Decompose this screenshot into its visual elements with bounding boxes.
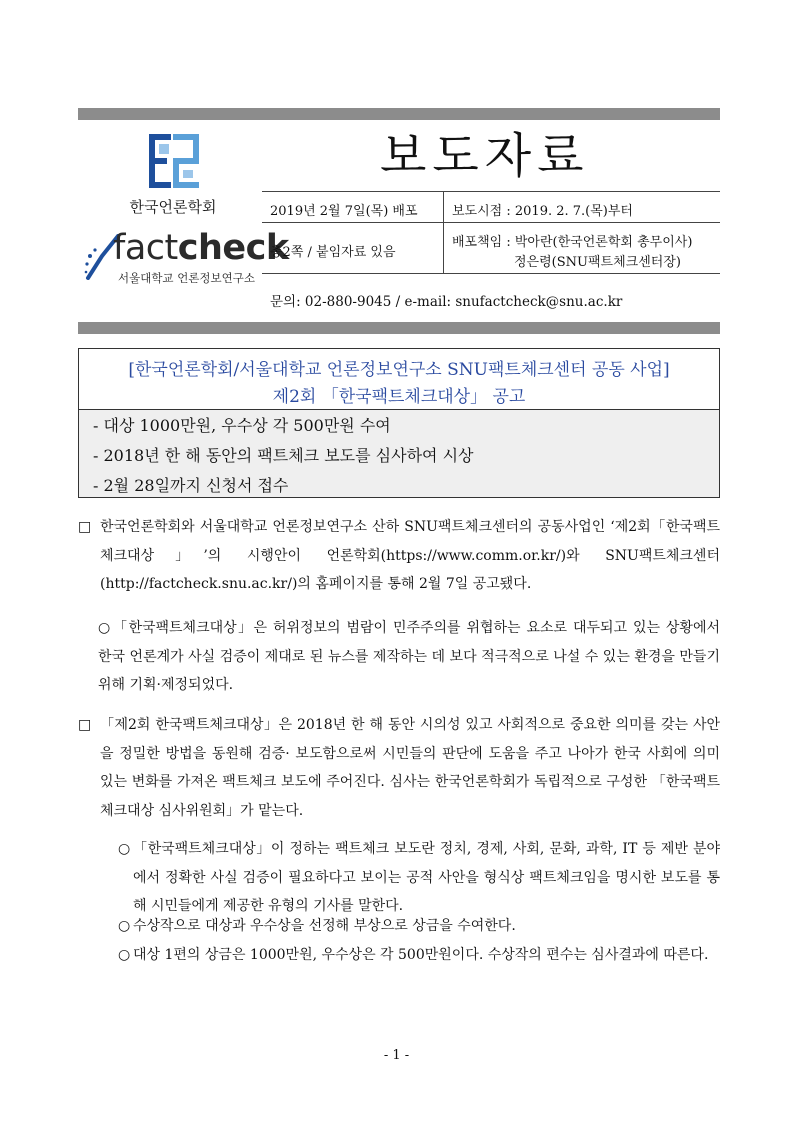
snu-logo-icon <box>143 130 205 192</box>
headline-title-area <box>79 349 719 410</box>
grid-line-middle <box>262 222 720 223</box>
responsible-person-1: 배포책임 : 박아란(한국언론학회 총무이사) <box>452 235 693 250</box>
grid-line-top <box>262 191 720 192</box>
headline-project: [한국언론학회/서울대학교 언론정보연구소 SNU팩트체크센터 공동 사업] <box>128 360 670 380</box>
factcheck-subtitle: 서울대학교 언론정보연구소 <box>118 271 255 285</box>
paragraph-1: 한국언론학회와 서울대학교 언론정보연구소 산하 SNU팩트체크센터의 공동사업인 ‘제2회「한국팩트체크대상」’의 시행안이 언론학회(https://www.comm.or.kr/)와 SNU팩트체크센터(http://factcheck.snu.ac.kr/)의 홈페이지를 통해 2월 7일 공고됐다. <box>100 519 720 592</box>
bullet-marker: ○ <box>98 620 111 636</box>
factcheck-logo-check: check <box>177 228 289 268</box>
embargo-date: 보도시점 : 2019. 2. 7.(목)부터 <box>452 204 633 219</box>
bullet-marker: □ <box>78 519 92 535</box>
factcheck-logo <box>113 228 289 268</box>
paragraph-1a: 「한국팩트체크대상」은 허위정보의 범람이 민주주의를 위협하는 요소로 대두되고 있는 상황에서 한국 언론계가 사실 검증이 제대로 된 뉴스를 제작하는 데 보다 적극적으로 나설 수 있는 환경을 만들기 위해 기획·제정되었다. <box>98 620 720 693</box>
bullet-marker: ○ <box>118 947 131 963</box>
headline-bullet: - 2018년 한 해 동안의 팩트체크 보도를 심사하여 시상 <box>93 446 474 465</box>
headline-bullet: - 대상 1000만원, 우수상 각 500만원 수여 <box>93 416 391 435</box>
page-title: 보도자료 <box>380 128 590 184</box>
distribution-date: 2019년 2월 7일(목) 배포 <box>270 204 418 219</box>
bullet-marker: □ <box>78 717 92 733</box>
bullet-marker: ○ <box>118 841 131 857</box>
paragraph-2: 「제2회 한국팩트체크대상」은 2018년 한 해 동안 시의성 있고 사회적으로 중요한 의미를 갖는 사안을 정밀한 방법을 동원해 검증· 보도함으로써 시민들의 판단에 도움을 주고 나아가 한국 사회에 의미 있는 변화를 가져온 팩트체크 보도에 주어진다. 심사는 한국언론학회가 독립적으로 구성한 「한국팩트체크대상 심사위원회」가 맡는다. <box>100 717 720 819</box>
paragraph-2b: 수상작으로 대상과 우수상을 선정해 부상으로 상금을 수여한다. <box>133 918 516 934</box>
contact-info: 문의: 02-880-9045 / e-mail: snufactcheck@snu.ac.kr <box>270 294 623 310</box>
bottom-divider-bar <box>78 322 720 334</box>
bullet-marker: ○ <box>118 918 131 934</box>
org-name: 한국언론학회 <box>129 198 217 216</box>
factcheck-logo-fact: fact <box>113 228 178 268</box>
responsible-person-2: 정은령(SNU팩트체크센터장) <box>514 255 681 270</box>
headline-title: 제2회 「한국팩트체크대상」 공고 <box>272 387 526 407</box>
page-count: 총2쪽 / 붙임자료 있음 <box>270 245 396 260</box>
grid-line-bottom <box>262 273 720 274</box>
top-divider-bar <box>78 108 720 120</box>
headline-box <box>78 348 720 498</box>
paragraph-2a: 「한국팩트체크대상」이 정하는 팩트체크 보도란 정치, 경제, 사회, 문화, 과학, IT 등 제반 분야에서 정확한 사실 검증이 필요하다고 보이는 공적 사안을 형식상 팩트체크임을 명시한 보도를 통해 시민들에게 제공한 유형의 기사를 말한다. <box>133 841 720 914</box>
page-number: - 1 - <box>383 1048 410 1063</box>
paragraph-2c: 대상 1편의 상금은 1000만원, 우수상은 각 500만원이다. 수상작의 편수는 심사결과에 따른다. <box>133 947 709 963</box>
grid-line-vertical <box>443 191 444 273</box>
headline-bullet: - 2월 28일까지 신청서 접수 <box>93 476 289 495</box>
